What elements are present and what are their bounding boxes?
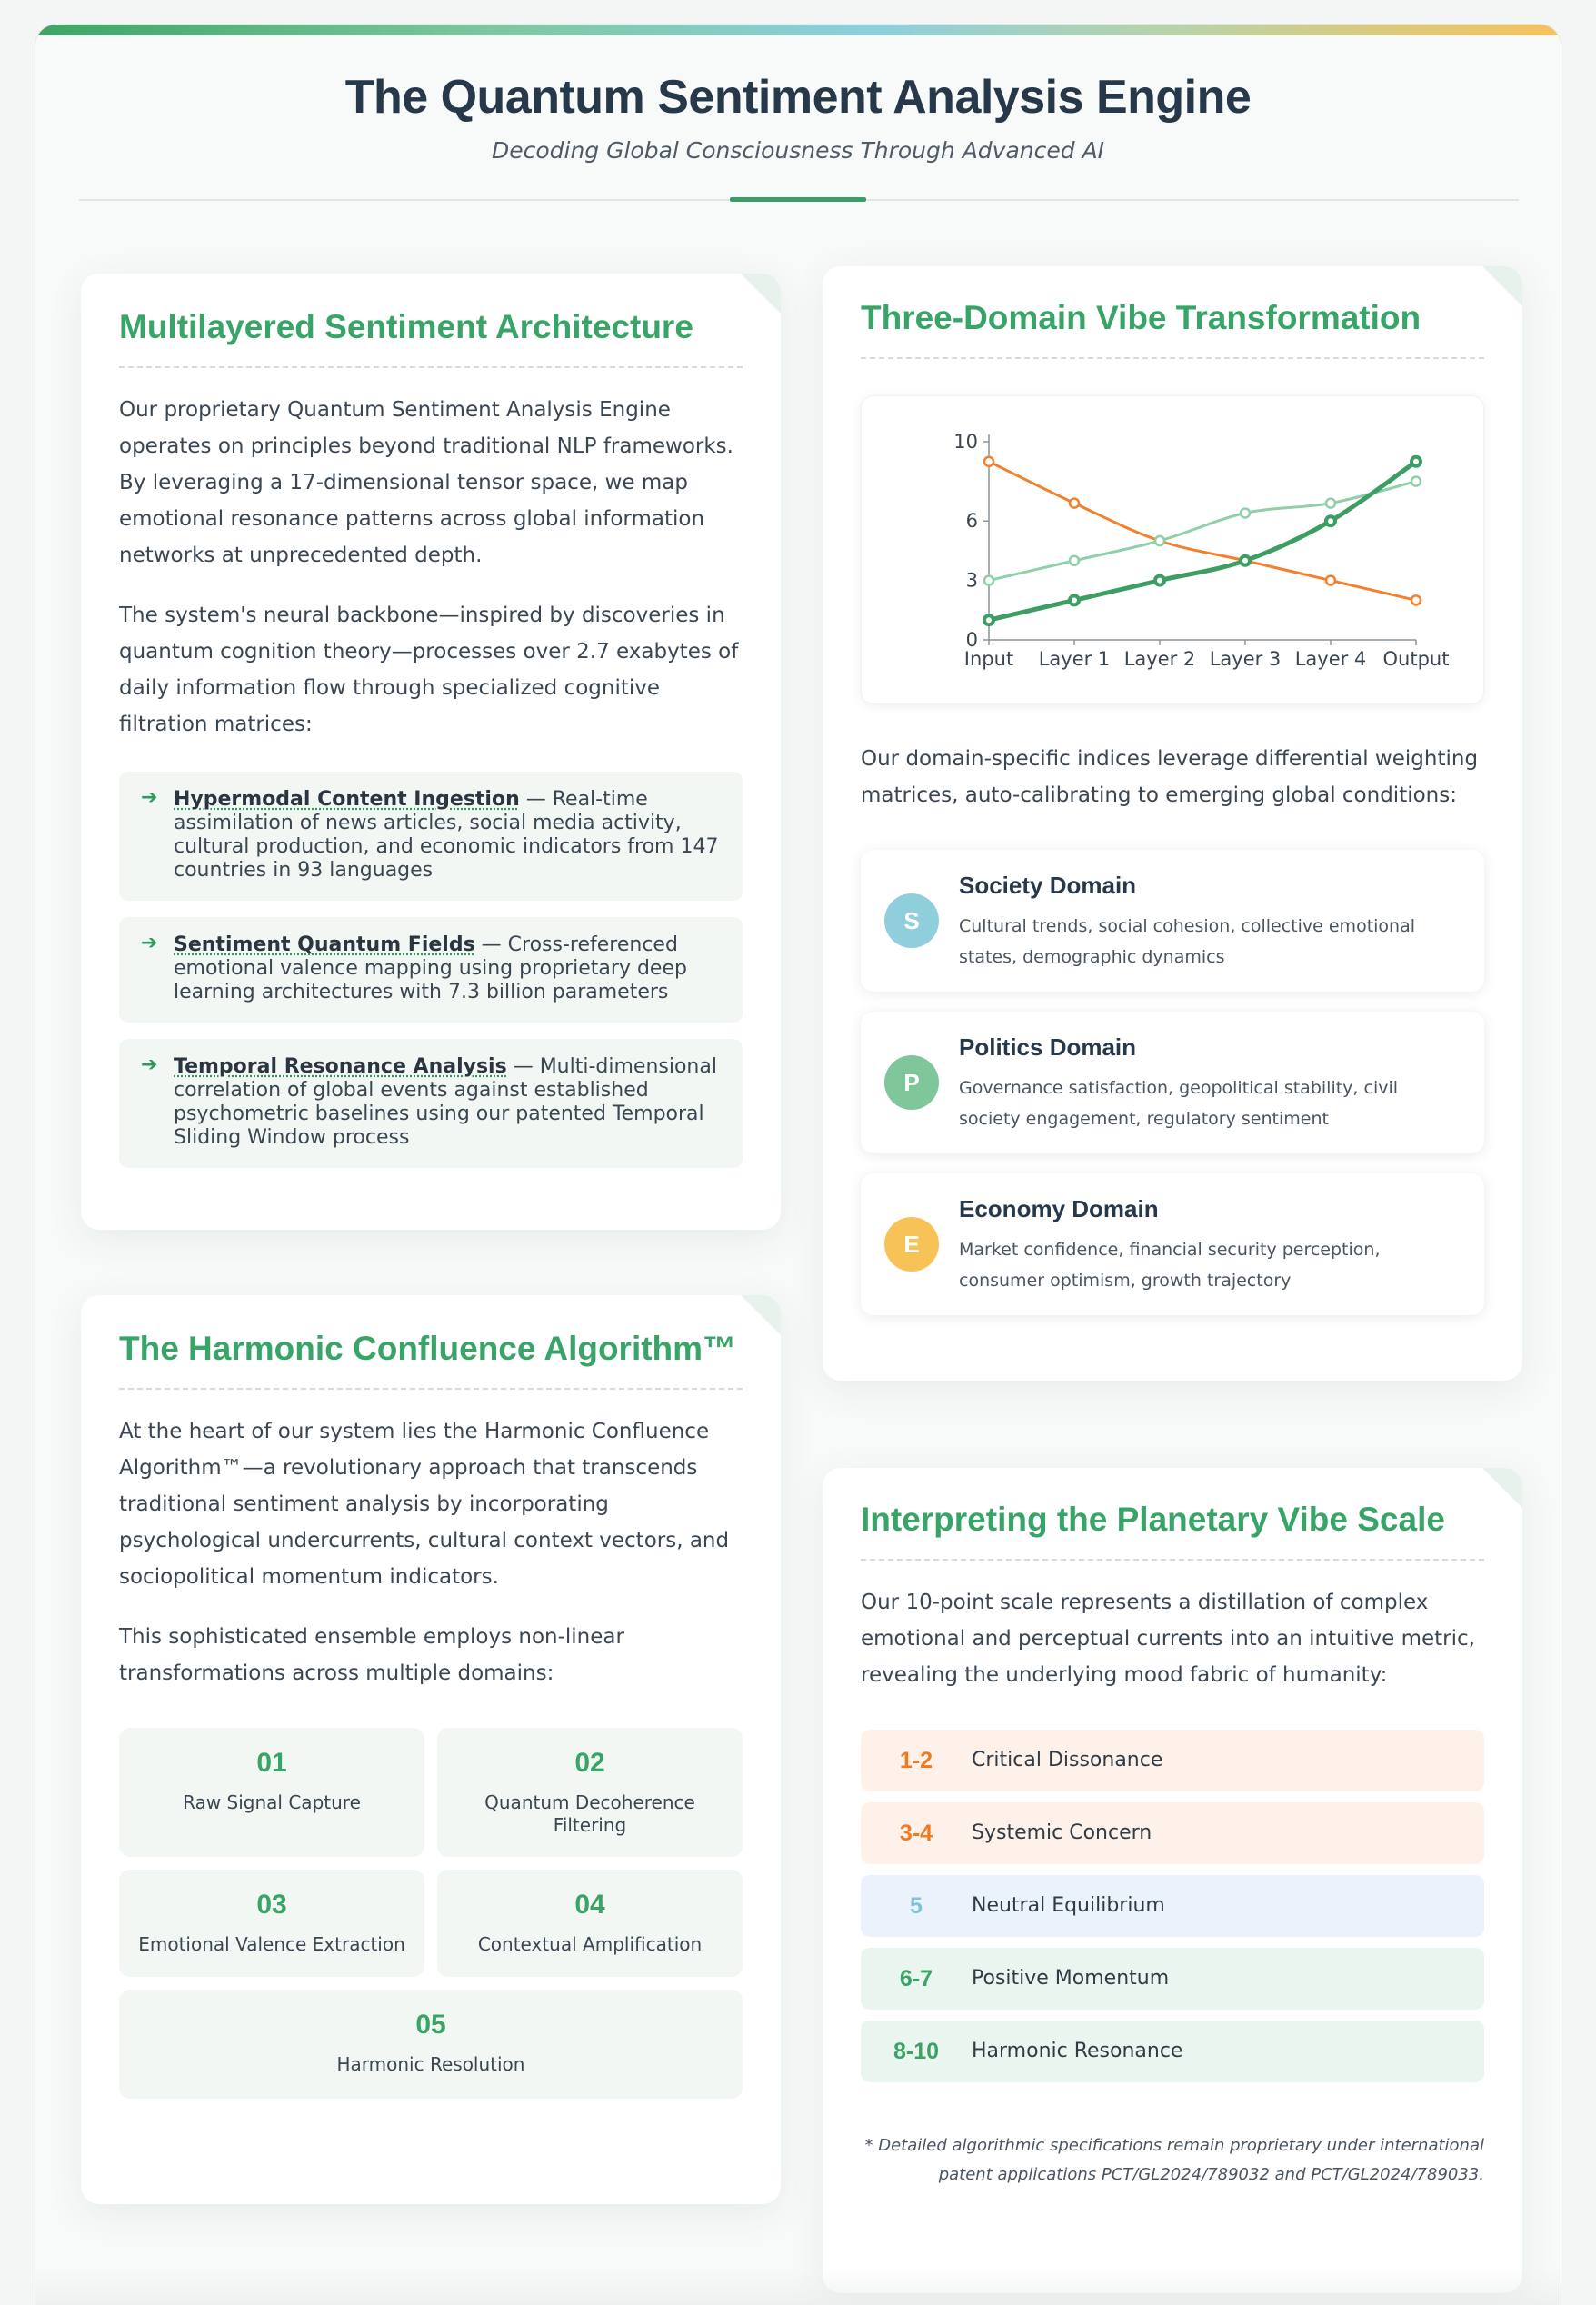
data-point (1070, 595, 1079, 604)
x-tick-label: Layer 4 (1294, 648, 1367, 670)
card-corner-decoration (741, 274, 781, 314)
scale-label: Positive Momentum (972, 1967, 1170, 1990)
data-point (1411, 595, 1421, 604)
x-tick-label: Layer 2 (1123, 648, 1196, 670)
architecture-card (81, 274, 781, 1230)
data-point (1326, 516, 1335, 525)
header-divider-accent (730, 197, 866, 202)
architecture-paragraph-1: Our proprietary Quantum Sentiment Analysis Engine operates on principles beyond traditional NLP frameworks. By leveraging a 17-dimensional tensor space, we map emotional resonance patterns across global information networks at unprecedented depth. (119, 398, 733, 567)
x-tick-label: Input (963, 648, 1014, 670)
y-tick-label: 10 (953, 431, 978, 453)
data-point (1411, 477, 1421, 486)
scale-range: 3-4 (899, 1821, 933, 1846)
step-number: 01 (256, 1748, 287, 1778)
algorithm-step (437, 1870, 743, 1977)
economy-badge-icon: E (884, 1217, 939, 1272)
scale-range: 6-7 (899, 1966, 933, 1991)
data-point (984, 615, 993, 624)
y-tick-label: 6 (965, 510, 978, 533)
step-label: Emotional Valence Extraction (138, 1933, 405, 1955)
algorithm-step (119, 1990, 743, 2099)
scale-list (861, 1730, 1484, 2082)
architecture-heading: Multilayered Sentiment Architecture (119, 308, 743, 368)
card-corner-decoration (741, 1295, 781, 1335)
transformation-paragraph: Our domain-specific indices leverage differential weighting matrices, auto-calibrating to emerging global conditions: (861, 747, 1479, 807)
step-label: Contextual Amplification (477, 1933, 703, 1955)
scale-label: Systemic Concern (972, 1821, 1152, 1844)
gradient-top-bar (35, 25, 1561, 35)
algorithm-step (119, 1728, 424, 1857)
scale-label: Harmonic Resonance (972, 2040, 1183, 2062)
domain-name: Society Domain (959, 872, 1137, 899)
scale-row (861, 1730, 1484, 1791)
feature-name: Sentiment Quantum Fields (174, 933, 475, 956)
page-header (35, 70, 1561, 164)
feature-name: Hypermodal Content Ingestion (174, 788, 520, 811)
y-tick-label: 0 (965, 629, 978, 651)
page-subtitle: Decoding Global Consciousness Through Advanced AI (491, 137, 1105, 164)
x-tick-label: Layer 3 (1209, 648, 1282, 670)
scale-heading: Interpreting the Planetary Vibe Scale (861, 1501, 1484, 1561)
scale-paragraph: Our 10-point scale represents a distillation of complex emotional and perceptual currents into an intuitive metric, revealing the underlying mood fabric of humanity: (861, 1591, 1475, 1687)
step-label: Harmonic Resolution (336, 2053, 525, 2075)
algorithm-paragraph-2: This sophisticated ensemble employs non-linear transformations across multiple domains: (119, 1625, 624, 1685)
feature-item (119, 917, 743, 1023)
step-label: Quantum Decoherence Filtering (484, 1791, 695, 1836)
card-corner-decoration (1482, 266, 1522, 306)
domain-description: Governance satisfaction, geopolitical stability, civil society engagement, regulatory sentiment (959, 1078, 1399, 1129)
domain-name: Politics Domain (959, 1033, 1137, 1061)
arrow-right-icon: ➔ (141, 786, 158, 809)
feature-description: — Real-time assimilation of news articles, social media activity, cultural production, and economic indicators from 147 countries in 93 languages (174, 788, 719, 882)
algorithm-step (119, 1870, 424, 1977)
line-chart (862, 396, 1485, 705)
chart-container (861, 395, 1484, 704)
algorithm-paragraph-1: At the heart of our system lies the Harmonic Confluence Algorithm™—a revolutionary approach that transcends traditional sentiment analysis by incorporating psychological undercurrents, cultural context vectors, and sociopolitical momentum indicators. (119, 1420, 730, 1589)
scale-row (861, 1875, 1484, 1937)
step-number: 03 (256, 1890, 287, 1920)
card-corner-decoration (1482, 1468, 1522, 1508)
series-line (989, 482, 1416, 581)
society-badge-icon: S (884, 893, 939, 948)
transformation-heading: Three-Domain Vibe Transformation (861, 299, 1484, 359)
domain-description: Market confidence, financial security perception, consumer optimism, growth trajectory (959, 1240, 1381, 1291)
page-container (35, 24, 1561, 2305)
algorithm-steps-grid (119, 1728, 743, 2099)
algorithm-card (81, 1295, 781, 2204)
scale-label: Neutral Equilibrium (972, 1894, 1165, 1917)
feature-description: — Cross-referenced emotional valence mapping using proprietary deep learning architectures with 7.3 billion parameters (174, 933, 687, 1003)
transformation-card (823, 266, 1522, 1381)
feature-item (119, 772, 743, 901)
series-line (989, 462, 1416, 601)
scale-row (861, 1802, 1484, 1864)
data-point (1155, 536, 1164, 545)
algorithm-heading: The Harmonic Confluence Algorithm™ (119, 1330, 743, 1390)
series-line (989, 462, 1416, 620)
step-number: 05 (415, 2010, 446, 2040)
data-point (1241, 556, 1250, 565)
scale-label: Critical Dissonance (972, 1749, 1163, 1771)
data-point (1241, 508, 1250, 517)
data-point (1326, 576, 1335, 585)
page-title: The Quantum Sentiment Analysis Engine (344, 71, 1252, 124)
data-point (1070, 556, 1079, 565)
vibe-scale-card (823, 1468, 1522, 2293)
data-point (1155, 576, 1164, 585)
feature-description: — Multi-dimensional correlation of global events against established psychometric baselines using our patented Temporal Sliding Window process (174, 1055, 717, 1149)
domain-card-politics (861, 1012, 1484, 1153)
patent-footnote: * Detailed algorithmic specifications remain proprietary under international patent applications PCT/GL2024/789032 and PCT/GL2024/789033. (864, 2136, 1484, 2184)
step-label: Raw Signal Capture (183, 1791, 361, 1813)
y-tick-label: 3 (965, 569, 978, 592)
x-tick-label: Layer 1 (1038, 648, 1111, 670)
data-point (1070, 499, 1079, 508)
arrow-right-icon: ➔ (141, 1053, 158, 1076)
scale-row (861, 2021, 1484, 2082)
feature-item (119, 1039, 743, 1168)
scale-range: 1-2 (899, 1748, 933, 1773)
domain-card-society (861, 850, 1484, 992)
scale-range: 5 (910, 1893, 923, 1919)
scale-range: 8-10 (893, 2039, 940, 2064)
bottom-fade (35, 2268, 1561, 2305)
domain-description: Cultural trends, social cohesion, collective emotional states, demographic dynamics (959, 916, 1416, 967)
algorithm-step (437, 1728, 743, 1857)
feature-name: Temporal Resonance Analysis (174, 1055, 507, 1078)
domain-card-economy (861, 1173, 1484, 1315)
step-number: 02 (574, 1748, 605, 1778)
politics-badge-icon: P (884, 1055, 939, 1110)
data-point (984, 457, 993, 466)
data-point (1326, 499, 1335, 508)
architecture-paragraph-2: The system's neural backbone—inspired by discoveries in quantum cognition theory—processes over 2.7 exabytes of daily information flow through specialized cognitive filtration matrices: (119, 604, 739, 736)
arrow-right-icon: ➔ (141, 932, 158, 954)
data-point (1411, 457, 1421, 466)
scale-row (861, 1948, 1484, 2010)
data-point (984, 576, 993, 585)
step-number: 04 (574, 1890, 605, 1920)
domain-name: Economy Domain (959, 1195, 1159, 1222)
x-tick-label: Output (1382, 648, 1450, 670)
